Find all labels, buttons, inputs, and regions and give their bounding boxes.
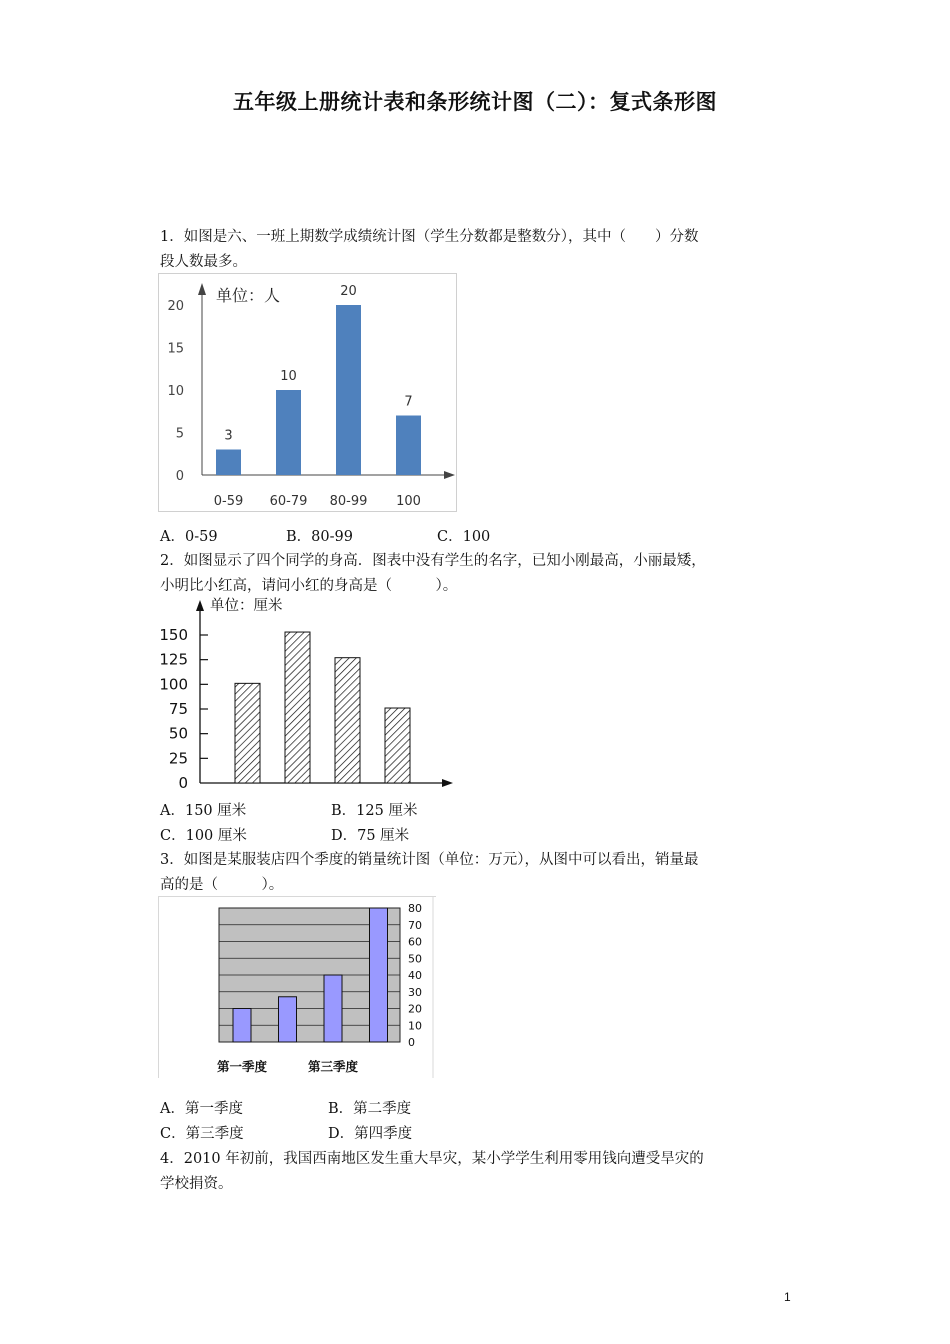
chart-1-frame	[159, 274, 457, 512]
chart-1-bar	[216, 450, 241, 476]
chart-1-y-tick-label: 10	[167, 384, 184, 399]
chart-1-category-label: 80-99	[329, 494, 368, 509]
question-2-option-b[interactable]: B．125 厘米	[331, 803, 418, 819]
chart-1-data-label: 7	[404, 394, 413, 410]
chart-2-bar	[385, 708, 410, 783]
chart-3-bar	[324, 975, 342, 1042]
chart-3-bar	[233, 1009, 251, 1043]
question-1-option-a[interactable]: A．0-59	[160, 529, 218, 545]
chart-1-category-label: 0-59	[213, 494, 244, 509]
chart-2-y-tick-label: 150	[159, 626, 188, 644]
question-3-line-2: 高的是（ ）。	[160, 877, 284, 893]
chart-2-y-arrow	[196, 600, 204, 611]
question-2-line-2: 小明比小红高，请问小红的身高是（ ）。	[160, 578, 458, 594]
question-2	[160, 549, 792, 599]
chart-3-category-label: 第一季度	[216, 1059, 268, 1074]
chart-3-bar	[279, 997, 297, 1042]
chart-2-bar	[335, 658, 360, 783]
chart-2-unit-label: 单位：厘米	[210, 598, 283, 614]
chart-1-data-label: 10	[280, 369, 297, 384]
question-4-line-1: 4．2010 年初前，我国西南地区发生重大旱灾，某小学学生利用零用钱向遭受旱灾的	[160, 1151, 704, 1167]
question-2-line-1: 2．如图显示了四个同学的身高．图表中没有学生的名字，已知小刚最高，小丽最矮，	[160, 553, 706, 569]
question-2-option-c[interactable]: C．100 厘米	[160, 828, 247, 844]
chart-1-category-label: 60-79	[269, 494, 308, 509]
chart-1-bar	[336, 305, 361, 475]
chart-1-data-label: 3	[224, 428, 233, 444]
chart-2-x-arrow	[442, 779, 453, 787]
chart-1-bar	[396, 416, 421, 476]
chart-3-y-tick-label: 10	[408, 1019, 422, 1033]
question-1-line-1: 1．如图是六、一班上期数学成绩统计图（学生分数都是整数分），其中（ ）分数	[160, 229, 699, 245]
question-1-option-b[interactable]: B．80-99	[286, 529, 353, 545]
chart-3-y-tick-label: 80	[408, 902, 422, 915]
chart-3-y-tick-label: 30	[408, 985, 422, 999]
chart-1-y-tick-label: 15	[167, 341, 184, 357]
chart-2-heights	[158, 594, 458, 798]
page-title: 五年级上册统计表和条形统计图（二）：复式条形图	[233, 90, 717, 114]
chart-1-bar	[276, 390, 301, 475]
chart-2-y-tick-label: 75	[168, 700, 188, 718]
page-number: 1	[784, 1290, 791, 1304]
chart-3-quarterly-sales	[158, 896, 436, 1078]
question-2-option-a[interactable]: A．150 厘米	[160, 803, 247, 819]
question-3-option-b[interactable]: B．第二季度	[328, 1101, 412, 1117]
chart-3-y-tick-label: 70	[408, 918, 422, 932]
question-4	[160, 1147, 792, 1197]
chart-1-data-label: 20	[340, 284, 357, 299]
chart-3-y-tick-label: 20	[408, 1002, 422, 1016]
chart-3-bar	[370, 908, 388, 1042]
chart-2-y-tick-label: 50	[168, 724, 188, 743]
chart-2-y-tick-label: 0	[178, 774, 188, 792]
chart-2-y-tick-label: 125	[159, 650, 188, 669]
chart-3-y-tick-label: 50	[408, 952, 422, 966]
question-3-line-1: 3．如图是某服装店四个季度的销量统计图（单位：万元），从图中可以看出，销量最	[160, 852, 699, 868]
chart-3-y-tick-label: 60	[408, 935, 422, 949]
chart-1-y-tick-label: 0	[175, 469, 184, 484]
question-3-option-a[interactable]: A．第一季度	[160, 1101, 243, 1117]
chart-2-bar	[285, 632, 310, 783]
question-3-option-d[interactable]: D．第四季度	[328, 1126, 413, 1142]
chart-1-y-tick-label: 5	[175, 426, 184, 442]
chart-1-y-tick-label: 20	[167, 299, 184, 314]
question-4-line-2: 学校捐资。	[160, 1176, 233, 1192]
chart-3-category-label: 第三季度	[307, 1059, 359, 1074]
question-1-line-2: 段人数最多。	[160, 254, 247, 270]
question-2-option-d[interactable]: D．75 厘米	[331, 828, 410, 844]
chart-2-y-tick-label: 25	[168, 749, 188, 768]
chart-3-y-tick-label: 0	[408, 1036, 415, 1049]
chart-1-score-distribution	[158, 273, 458, 513]
chart-1-unit-label: 单位：人	[216, 286, 281, 305]
question-3	[160, 848, 792, 898]
question-1-option-c[interactable]: C．100	[437, 529, 491, 545]
question-1	[160, 225, 792, 275]
chart-2-y-tick-label: 100	[159, 675, 188, 694]
chart-2-bar	[235, 683, 260, 783]
question-3-option-c[interactable]: C．第三季度	[160, 1126, 244, 1142]
chart-3-y-tick-label: 40	[408, 969, 422, 982]
chart-1-category-label: 100	[396, 494, 421, 509]
